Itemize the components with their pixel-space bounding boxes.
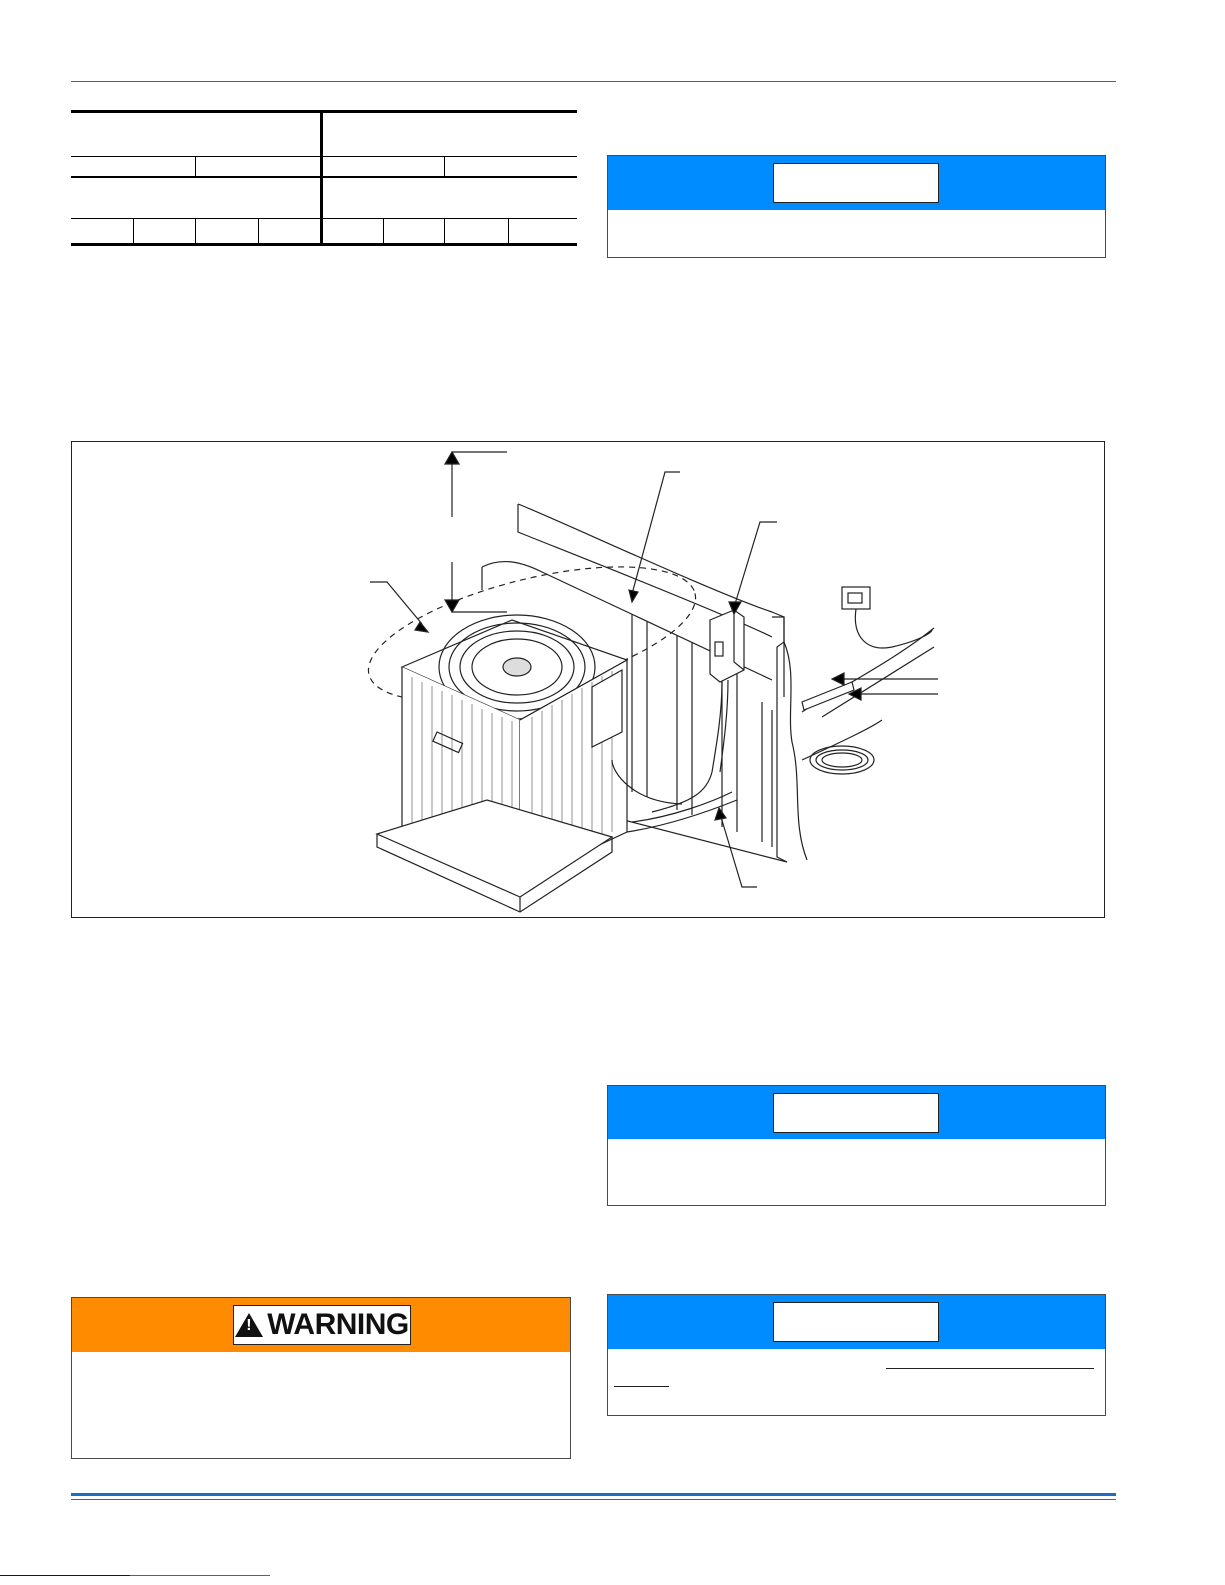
notice-label	[773, 1093, 939, 1133]
notice-label	[773, 163, 939, 203]
spec-table	[71, 110, 577, 250]
footer-rule-thin	[71, 1499, 1116, 1500]
page-edge	[0, 1575, 130, 1576]
installation-figure	[71, 441, 1105, 918]
notice-box	[607, 1085, 1106, 1206]
condensing-unit-illustration	[72, 442, 1106, 919]
warning-triangle-icon	[235, 1313, 263, 1337]
underline-mark	[614, 1386, 669, 1387]
notice-label	[773, 1302, 939, 1342]
notice-box	[607, 155, 1106, 258]
page-link-underline[interactable]	[130, 1575, 270, 1576]
warning-text: WARNING	[267, 1308, 409, 1341]
header-rule	[71, 81, 1116, 82]
warning-label	[233, 1305, 411, 1345]
warning-box	[71, 1297, 571, 1459]
footer-rule	[71, 1493, 1116, 1496]
notice-box	[607, 1294, 1106, 1416]
underline-mark	[886, 1368, 1094, 1369]
